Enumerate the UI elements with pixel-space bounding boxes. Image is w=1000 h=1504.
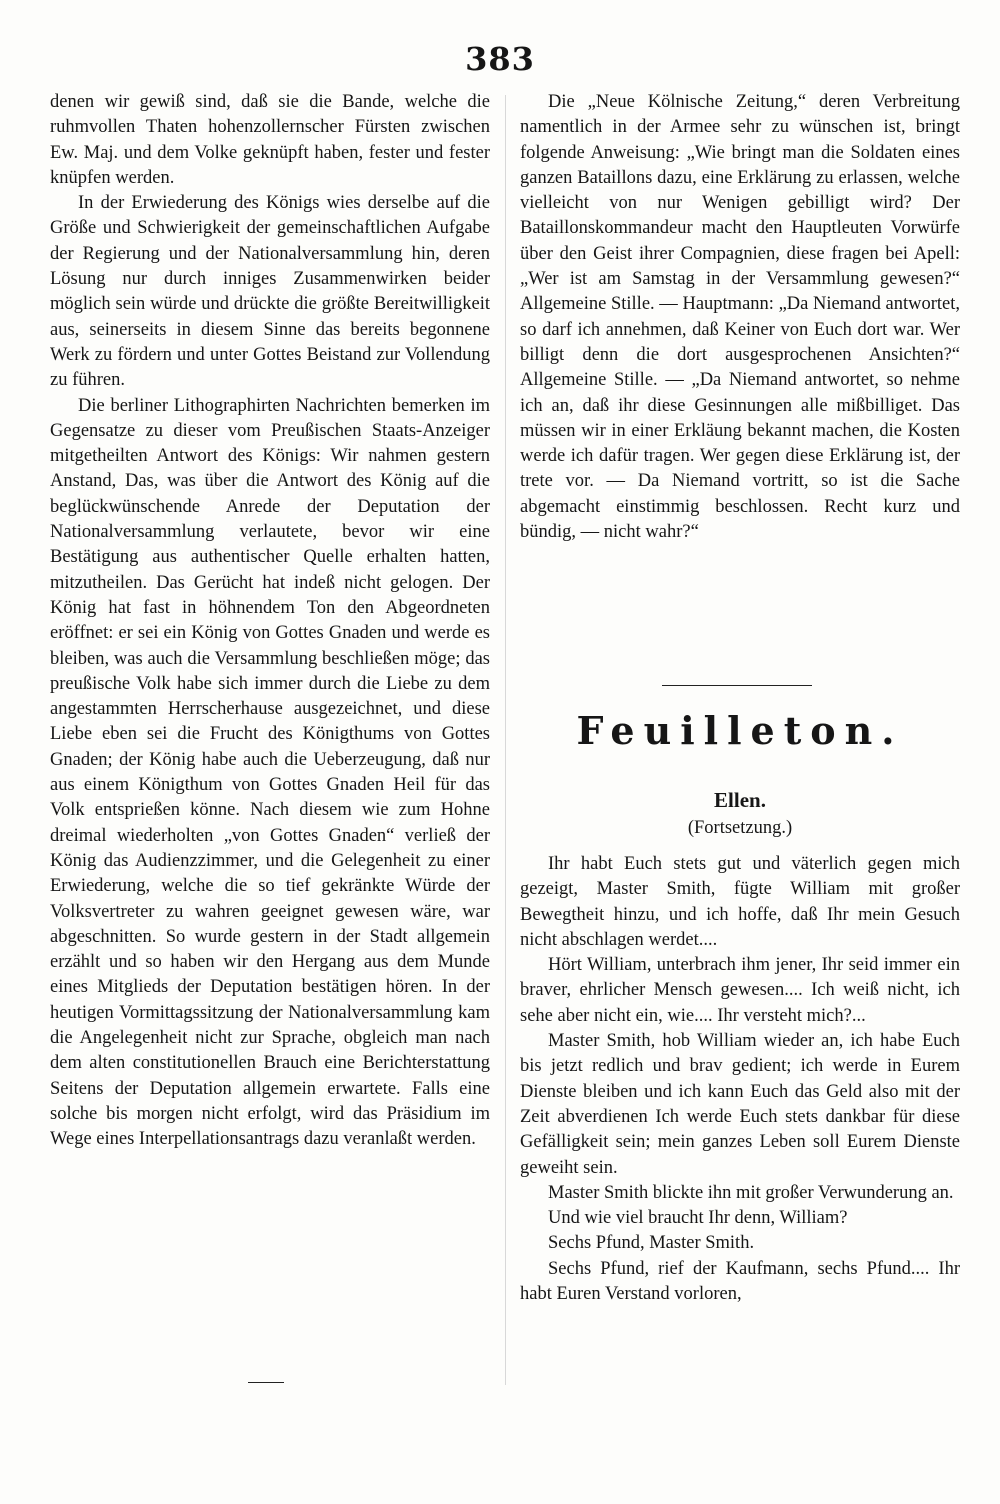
story-title: Ellen. — [714, 788, 766, 812]
story-paragraph-3: Master Smith, hob William wieder an, ich habe Euch bis jetzt redlich und brav gedient; ich werde in Eurem Dienste bleiben und ich kann Euch das Geld also mit der Zeit abverdienen Ich werde Euch stets dankbar für diese Gefälligkeit sein; mein ganzes Leben soll Eurem Dienste geweiht sein. — [520, 1031, 960, 1178]
left-paragraph-1: denen wir gewiß sind, daß sie die Bande, welche die ruhmvollen Thaten hohenzollernscher Fürsten zwischen Ew. Maj. und dem Volke geknüpft haben, fester und fester knüpfen werden. — [50, 92, 490, 188]
story-paragraph-7: Sechs Pfund, rief der Kaufmann, sechs Pfund.... Ihr habt Euren Verstand vorloren, — [520, 1258, 960, 1305]
feuilleton-text — [520, 852, 960, 1307]
story-paragraph-6: Sechs Pfund, Master Smith. — [548, 1233, 755, 1254]
story-paragraph-2: Hört William, unterbrach ihm jener, Ihr seid immer ein braver, ehrlicher Mensch gewesen.... Ich weiß nicht, ich sehe aber nicht ein, wie.... Ihr versteht mich?... — [520, 955, 960, 1026]
right-column — [520, 90, 960, 545]
left-paragraph-3: Die berliner Lithographirten Nachrichten bemerken im Gegensatze zu dieser vom Preußischen Staats-Anzeiger mitgetheilten Antwort des Königs: Wir nahmen gestern Anstand, Das, was über die Antwort des König auf die beglückwünschende Anrede der Deputation der Nationalversammlung verlautete, bevor wir eine Bestätigung aus authentischer Quelle erhalten hatten, mitzutheilen. Das Gerücht hat indeß nicht gelogen. Der König hat fast in höhnendem Ton den Abgeordneten eröffnet: er sei ein König von Gottes Gnaden und werde es bleiben, was auch die Versammlung beschließen möge; das preußische Volk habe sich immer durch die Liebe zu dem angestammten Herrscherhause ausgezeichnet, und diese Liebe eben sei die Frucht des Königthums von Gottes Gnaden; der König habe auch die Ueberzeugung, daß nur aus einem Königthum von Gottes Gnaden Heil für das Volk entsprießen könne. Nach diesem wie zum Hohne dreimal wiederholten „von Gottes Gnaden“ verließ der König das Audienzzimmer, und die Gelegenheit zu einer Erwiederung, welche die so tief gekränkte Würde der Volksvertreter zu wahren geeignet gewesen wäre, war abgeschnitten. So wurde gestern in der Stadt allgemein erzählt und so haben wir den Hergang aus dem Munde eines Mitglieds der Deputation bestätigen hören. In der heutigen Vormittagssitzung der Nationalversammlung kam die Angelegenheit nicht zur Sprache, obgleich man nach dem alten constitutionellen Brauch eine Berichterstattung Seitens der Deputation allgemein erwartete. Falls eine solche bis morgen nicht erfolgt, wird das Präsidium im Wege eines Interpellationsantrags dazu veranlaßt werden. — [50, 395, 490, 1150]
story-paragraph-1: Ihr habt Euch stets gut und väterlich gegen mich gezeigt, Master Smith, fügte William mit großer Bewegtheit hinzu, und ich hoffe, daß Ihr mein Gesuch nicht abschlagen werdet.... — [520, 854, 960, 950]
feuilleton-heading: Feuilleton. — [576, 708, 904, 753]
left-paragraph-2: In der Erwiederung des Königs wies derselbe auf die Größe und Schwierigkeit der gemeinschaftlichen Aufgabe der Regierung und der Nationalversammlung hin, deren Lösung nur durch inniges Zusammenwirken beider möglich sein würde und drückte die größte Bereitwilligkeit aus, seinerseits in diesem Sinne das bereits begonnene Werk zu fördern und unter Gottes Beistand zur Vollendung zu führen. — [50, 193, 490, 391]
left-end-rule — [248, 1382, 284, 1383]
column-divider — [505, 95, 506, 1385]
story-paragraph-5: Und wie viel braucht Ihr denn, William? — [548, 1208, 848, 1229]
page-number: 383 — [465, 40, 535, 78]
story-paragraph-4: Master Smith blickte ihn mit großer Verwunderung an. — [548, 1182, 954, 1203]
right-paragraph-1: Die „Neue Kölnische Zeitung,“ deren Verbreitung namentlich in der Armee sehr zu wünschen ist, bringt folgende Anweisung: „Wie bringt man die Soldaten eines ganzen Bataillons dazu, eine Erklärung zu erlassen, welche vielleicht von nur Wenigen gebilligt wird? Der Bataillonskommandeur macht den Hauptleuten Vorwürfe über den Geist ihrer Compagnien, diese fragen bei Apell: „Wer ist am Samstag in der Versammlung gewesen?“ Allgemeine Stille. — Hauptmann: „Da Niemand antwortet, so darf ich annehmen, daß Keiner von Euch dort war. Wer billigt denn die dort ausgesprochenen Ansichten?“ Allgemeine Stille. — „Da Niemand antwortet, so nehme ich an, daß ihr diese Gesinnungen alle mißbilliget. Das müssen wir in einer Erkläung bekannt machen, die Kosten werde ich dafür tragen. Wer gegen diese Erklärung ist, der trete vor. — Da Niemand vortritt, so ist die Sache abgemacht einstimmig beschlossen. Recht kurz und bündig, — nicht wahr?“ — [520, 92, 960, 543]
feuilleton-separator-rule — [662, 685, 812, 686]
left-column — [50, 90, 490, 1152]
story-subtitle: (Fortsetzung.) — [687, 818, 793, 838]
